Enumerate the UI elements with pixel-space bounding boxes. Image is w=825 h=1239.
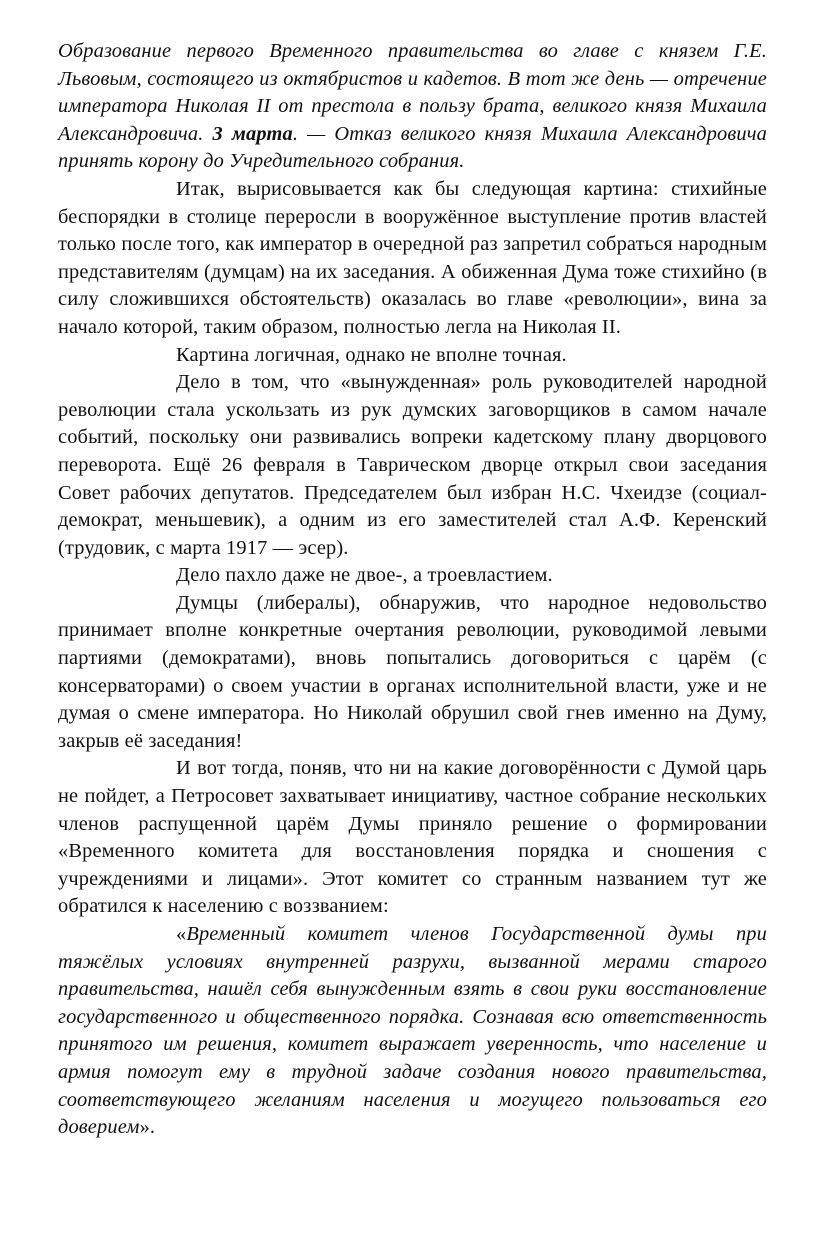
- paragraph-5: Думцы (либералы), обнаружив, что народное недовольство принимает вполне конкретные очертания революции, руководимой левыми партиями (демократами), вновь попытались договориться с царём (с консерваторами) о своем участии в органах исполнительной власти, уже и не думая о смене императора. Но Николай обрушил свой гнев именно на Думу, закрыв её заседания!: [58, 591, 767, 752]
- chronology-date: 3 марта: [212, 122, 293, 145]
- quote-text: Временный комитет членов Государственной думы при тяжёлых условиях внутренней разрухи, вызванной мерами старого правительства, нашёл себя вынужденным взять в свои руки восстановление государственного и общественного порядка. Сознавая всю ответственность принятого им решения, комитет выражает уверенность, что население и армия помогут ему в трудной задаче создания нового правительства, соответствующего желаниям населения и могущего пользоваться его доверием: [58, 923, 767, 1139]
- chronology-text-part2: . — Отказ великого князя Михаила Александровича принять корону до Учредительного собрания.: [58, 122, 767, 173]
- chronology-entry: [58, 38, 767, 176]
- paragraph-3: Дело в том, что «вынужденная» роль руководителей народной революции стала ускользать из рук думских заговорщиков в самом начале событий, поскольку они развивались вопреки кадетскому плану дворцового переворота. Ещё 26 февраля в Таврическом дворце открыл свои заседания Совет рабочих депутатов. Председателем был избран Н.С. Чхеидзе (социал-демократ, меньшевик), а одним из его заместителей стал А.Ф. Керенский (трудовик, с марта 1917 — эсер).: [58, 371, 767, 559]
- paragraph-4: Дело пахло даже не двое-, а троевластием.: [176, 564, 553, 587]
- quote-close-mark: ».: [139, 1116, 156, 1139]
- quote-open-mark: «: [176, 923, 187, 945]
- paragraph-1: Итак, вырисовывается как бы следующая картина: стихийные беспорядки в столице переросли в вооружённое выступление против властей только после того, как император в очередной раз запретил собраться народным представителям (думцам) на их заседания. А обиженная Дума тоже стихийно (в силу сложившихся обстоятельств) оказалась во главе «революции», вина за начало которой, таким образом, полностью легла на Николая II.: [58, 177, 767, 338]
- paragraph-6: И вот тогда, поняв, что ни на какие договорённости с Думой царь не пойдет, а Петросовет захватывает инициативу, частное собрание нескольких членов распущенной царём Думы приняло решение о формировании «Временного комитета для восстановления порядка и сношения с учреждениями и лицами». Этот комитет со странным названием тут же обратился к населению с воззванием:: [58, 757, 767, 918]
- chronology-text-part1: Образование первого Временного правительства во главе с князем Г.Е. Львовым, состоящего из октябристов и кадетов. В тот же день — отречение императора Николая II от престола в пользу брата, великого князя Михаила Александровича.: [58, 40, 767, 145]
- appeal-quote: [58, 921, 767, 1142]
- paragraph-2: Картина логичная, однако не вполне точная.: [176, 343, 567, 366]
